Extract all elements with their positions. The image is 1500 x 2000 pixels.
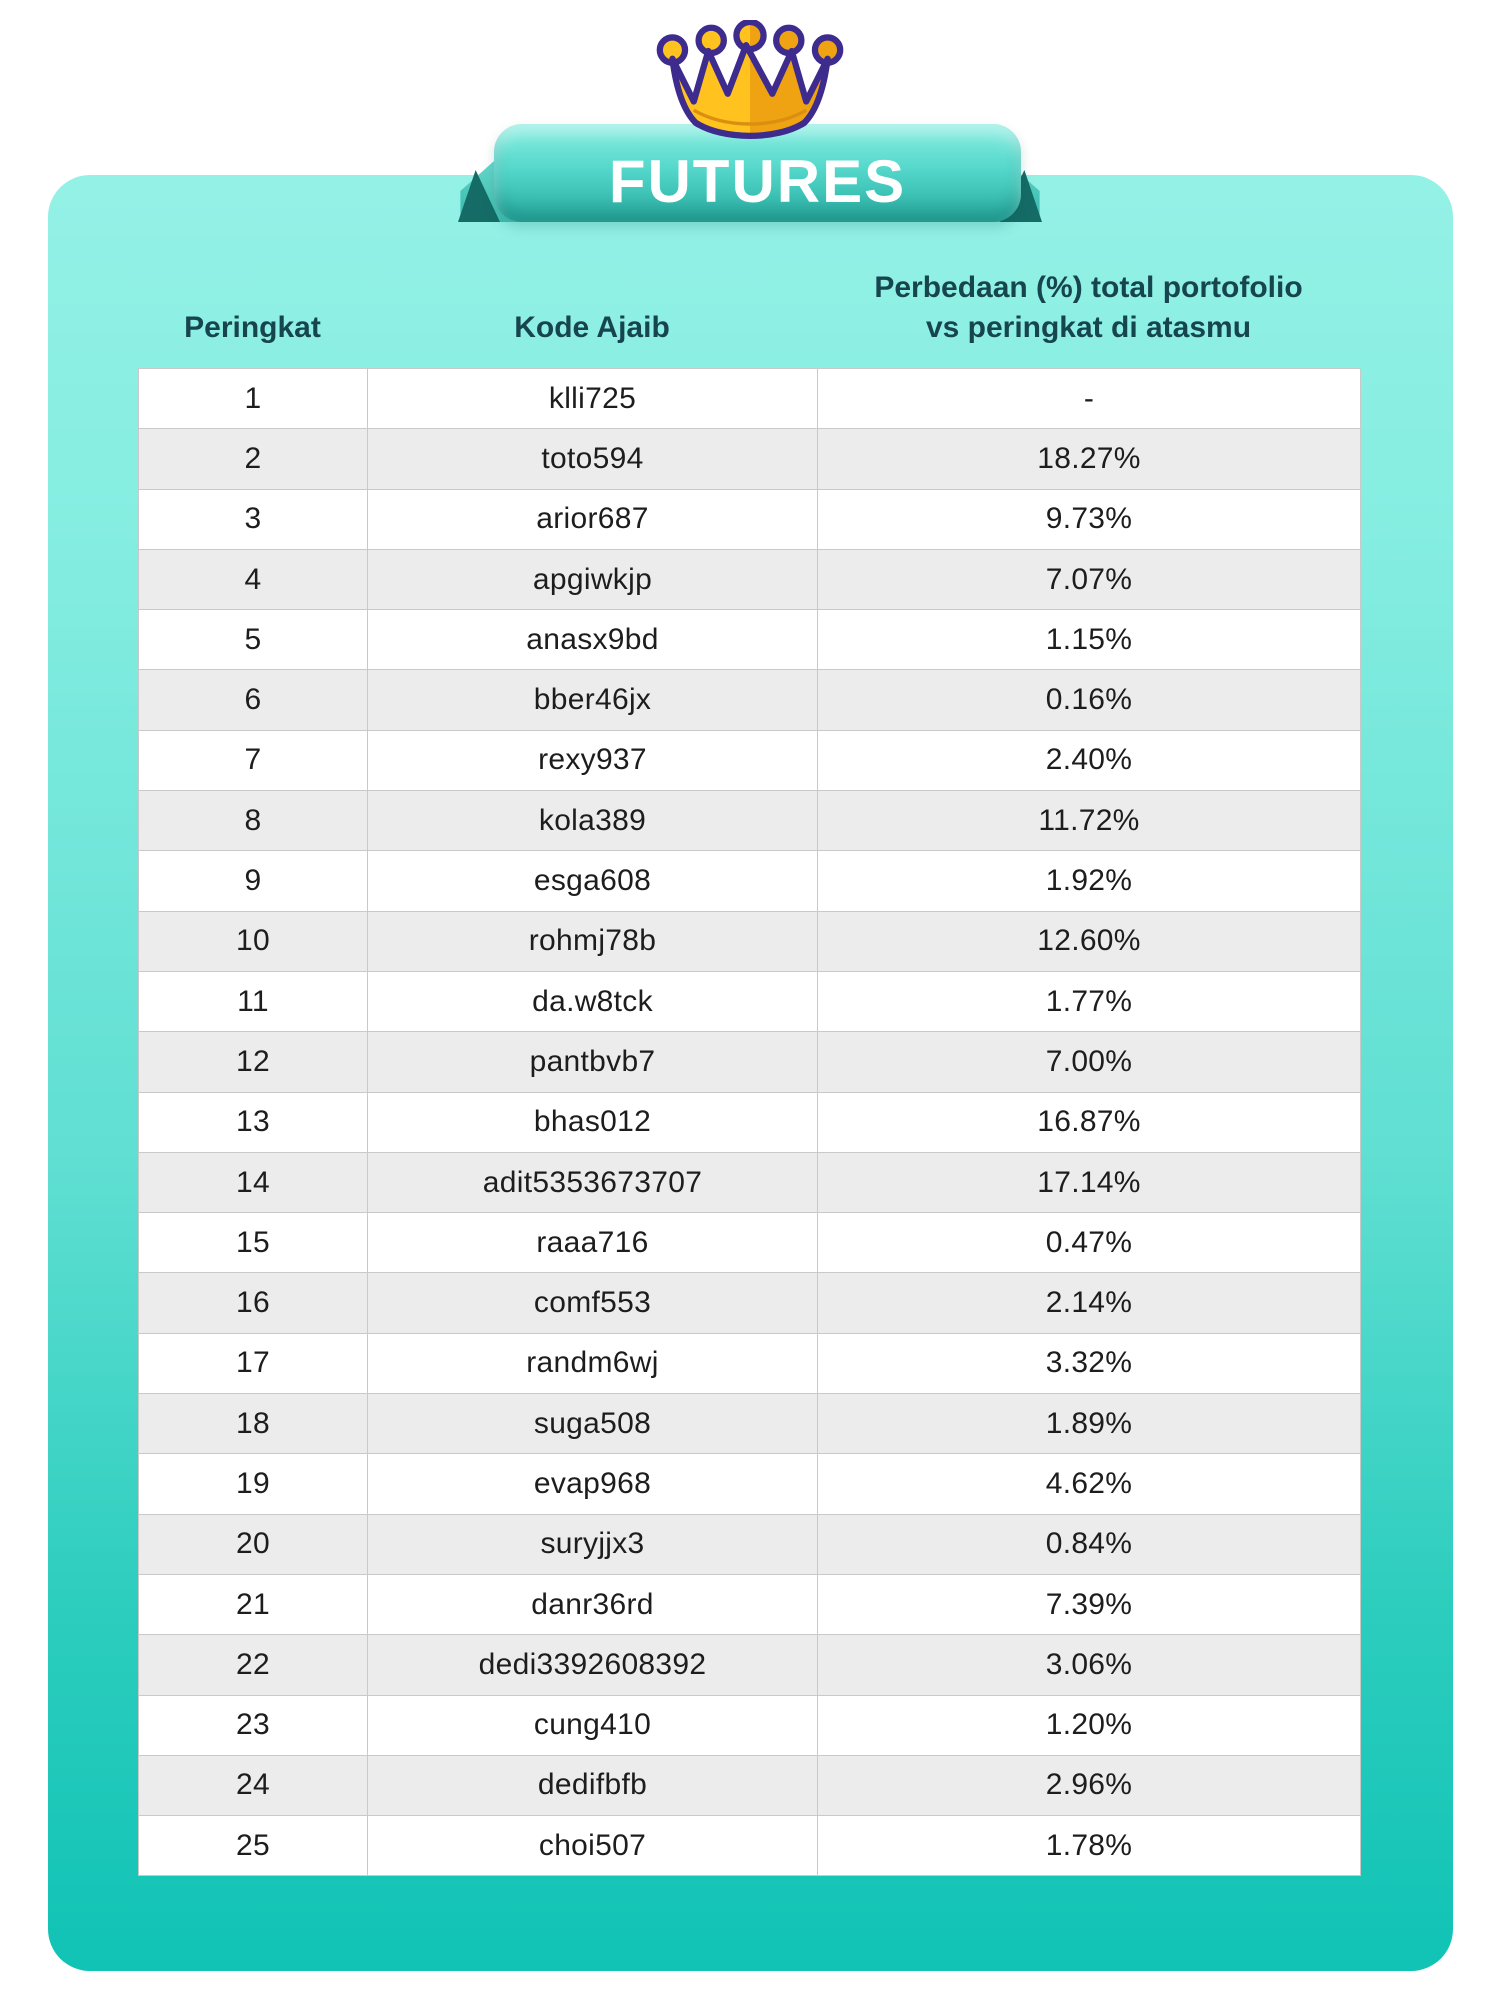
- table-row: [139, 670, 1360, 730]
- leaderboard-rows: [139, 369, 1360, 1876]
- table-column-headers: [138, 248, 1360, 348]
- table-row: [139, 1575, 1360, 1635]
- table-row: [139, 1696, 1360, 1756]
- code-cell: rohmj78b: [368, 912, 818, 972]
- diff-cell: 1.92%: [818, 851, 1361, 911]
- rank-cell: 1: [139, 369, 368, 429]
- diff-cell: 7.07%: [818, 550, 1361, 610]
- diff-cell: 11.72%: [818, 791, 1361, 851]
- rank-cell: 18: [139, 1394, 368, 1454]
- code-cell: danr36rd: [368, 1575, 818, 1635]
- code-cell: kola389: [368, 791, 818, 851]
- table-row: [139, 1756, 1360, 1816]
- diff-cell: 16.87%: [818, 1093, 1361, 1153]
- code-cell: pantbvb7: [368, 1032, 818, 1092]
- diff-cell: 7.39%: [818, 1575, 1361, 1635]
- rank-cell: 9: [139, 851, 368, 911]
- table-row: [139, 1454, 1360, 1514]
- table-row: [139, 429, 1360, 489]
- table-row: [139, 1032, 1360, 1092]
- table-row: [139, 1816, 1360, 1876]
- rank-cell: 5: [139, 610, 368, 670]
- table-row: [139, 851, 1360, 911]
- rank-cell: 13: [139, 1093, 368, 1153]
- rank-cell: 19: [139, 1454, 368, 1514]
- diff-cell: 3.06%: [818, 1635, 1361, 1695]
- column-header-diff-line2: vs peringkat di atasmu: [925, 311, 1252, 344]
- code-cell: comf553: [368, 1273, 818, 1333]
- diff-cell: 1.15%: [818, 610, 1361, 670]
- rank-cell: 4: [139, 550, 368, 610]
- rank-cell: 12: [139, 1032, 368, 1092]
- rank-cell: 7: [139, 731, 368, 791]
- rank-cell: 16: [139, 1273, 368, 1333]
- rank-cell: 21: [139, 1575, 368, 1635]
- diff-cell: 4.62%: [818, 1454, 1361, 1514]
- rank-cell: 11: [139, 972, 368, 1032]
- table-row: [139, 731, 1360, 791]
- code-cell: bber46jx: [368, 670, 818, 730]
- code-cell: apgiwkjp: [368, 550, 818, 610]
- table-row: [139, 791, 1360, 851]
- diff-cell: -: [818, 369, 1361, 429]
- leaderboard-table: [138, 368, 1360, 1876]
- code-cell: da.w8tck: [368, 972, 818, 1032]
- table-row: [139, 1213, 1360, 1273]
- rank-cell: 10: [139, 912, 368, 972]
- code-cell: cung410: [368, 1696, 818, 1756]
- rank-cell: 8: [139, 791, 368, 851]
- code-cell: dedi3392608392: [368, 1635, 818, 1695]
- diff-cell: 2.40%: [818, 731, 1361, 791]
- code-cell: esga608: [368, 851, 818, 911]
- table-row: [139, 1635, 1360, 1695]
- diff-cell: 3.32%: [818, 1334, 1361, 1394]
- table-row: [139, 972, 1360, 1032]
- column-header-diff-line1: Perbedaan (%) total portofolio: [874, 271, 1303, 304]
- table-row: [139, 1093, 1360, 1153]
- rank-cell: 15: [139, 1213, 368, 1273]
- code-cell: evap968: [368, 1454, 818, 1514]
- table-row: [139, 1334, 1360, 1394]
- code-cell: bhas012: [368, 1093, 818, 1153]
- diff-cell: 12.60%: [818, 912, 1361, 972]
- code-cell: adit5353673707: [368, 1153, 818, 1213]
- column-header-code: [367, 248, 817, 348]
- table-row: [139, 1515, 1360, 1575]
- rank-cell: 20: [139, 1515, 368, 1575]
- code-cell: dedifbfb: [368, 1756, 818, 1816]
- table-row: [139, 1153, 1360, 1213]
- table-row: [139, 610, 1360, 670]
- column-header-rank-label: Peringkat: [184, 311, 321, 344]
- rank-cell: 23: [139, 1696, 368, 1756]
- rank-cell: 25: [139, 1816, 368, 1876]
- diff-cell: 0.16%: [818, 670, 1361, 730]
- rank-cell: 2: [139, 429, 368, 489]
- rank-cell: 24: [139, 1756, 368, 1816]
- column-header-diff: [817, 248, 1360, 348]
- crown-icon: [653, 20, 847, 148]
- diff-cell: 2.14%: [818, 1273, 1361, 1333]
- code-cell: anasx9bd: [368, 610, 818, 670]
- diff-cell: 1.77%: [818, 972, 1361, 1032]
- code-cell: choi507: [368, 1816, 818, 1876]
- code-cell: rexy937: [368, 731, 818, 791]
- table-row: [139, 912, 1360, 972]
- code-cell: randm6wj: [368, 1334, 818, 1394]
- rank-cell: 14: [139, 1153, 368, 1213]
- code-cell: toto594: [368, 429, 818, 489]
- code-cell: suga508: [368, 1394, 818, 1454]
- column-header-rank: [138, 248, 367, 348]
- table-row: [139, 1394, 1360, 1454]
- code-cell: klli725: [368, 369, 818, 429]
- code-cell: arior687: [368, 490, 818, 550]
- diff-cell: 0.47%: [818, 1213, 1361, 1273]
- diff-cell: 17.14%: [818, 1153, 1361, 1213]
- table-row: [139, 1273, 1360, 1333]
- diff-cell: 9.73%: [818, 490, 1361, 550]
- banner-title: FUTURES: [608, 147, 907, 215]
- diff-cell: 0.84%: [818, 1515, 1361, 1575]
- diff-cell: 1.89%: [818, 1394, 1361, 1454]
- column-header-code-label: Kode Ajaib: [514, 311, 670, 344]
- diff-cell: 1.78%: [818, 1816, 1361, 1876]
- table-row: [139, 490, 1360, 550]
- rank-cell: 22: [139, 1635, 368, 1695]
- code-cell: suryjjx3: [368, 1515, 818, 1575]
- rank-cell: 17: [139, 1334, 368, 1394]
- diff-cell: 2.96%: [818, 1756, 1361, 1816]
- table-row: [139, 369, 1360, 429]
- code-cell: raaa716: [368, 1213, 818, 1273]
- diff-cell: 1.20%: [818, 1696, 1361, 1756]
- table-row: [139, 550, 1360, 610]
- rank-cell: 3: [139, 490, 368, 550]
- diff-cell: 7.00%: [818, 1032, 1361, 1092]
- rank-cell: 6: [139, 670, 368, 730]
- diff-cell: 18.27%: [818, 429, 1361, 489]
